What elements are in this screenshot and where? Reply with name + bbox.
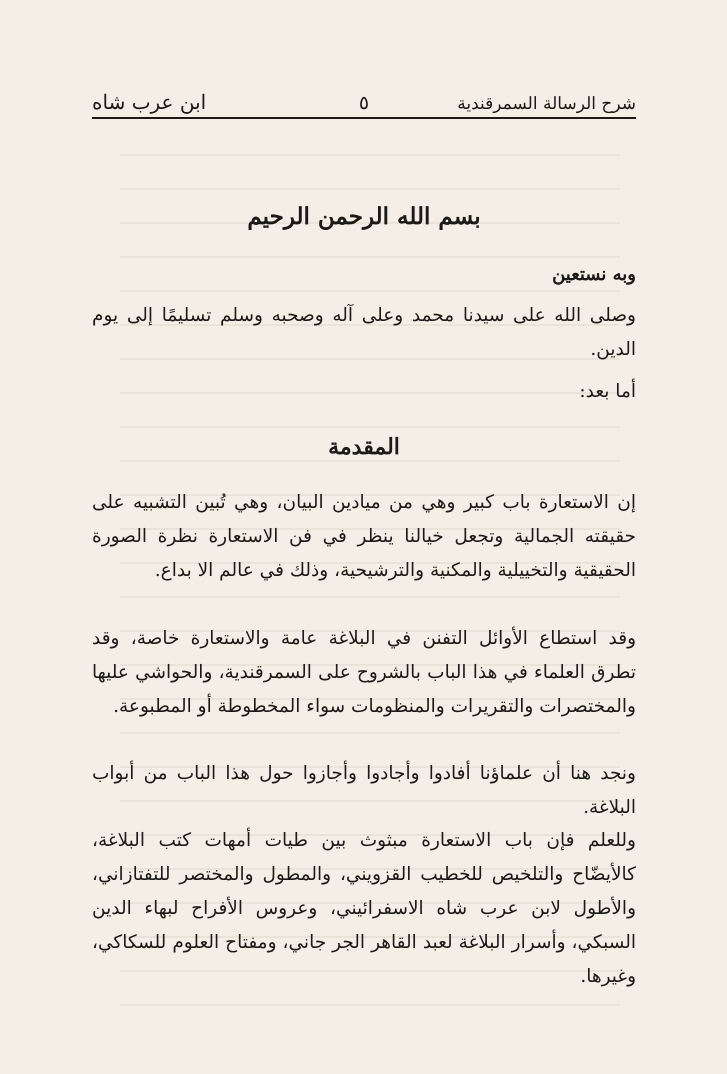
running-header — [92, 86, 636, 114]
opening-salat: وصلى الله على سيدنا محمد وعلى آله وصحبه وسلم تسليمًا إلى يوم الدين. — [92, 305, 636, 360]
header-book-title: شرح الرسالة السمرقندية — [457, 94, 636, 114]
page-number: ٥ — [358, 92, 370, 114]
header-rule — [92, 117, 636, 119]
paragraph: إن الاستعارة باب كبير وهي من ميادين البيان، وهي تُبين التشبيه على حقيقته الجمالية وتجعل خيالنا ينظر في فن الاستعارة نظرة الصورة الحقيقية والتخييلية والمكنية والترشيحية، وذلك في عالم الا بداع. — [92, 492, 636, 581]
paragraph: وقد استطاع الأوائل التفنن في البلاغة عامة والاستعارة خاصة، وقد تطرق العلماء في هذا الباب بالشروح على السمرقندية، والحواشي عليها والمختصرات والتقريرات والمنظومات سواء المخطوطة أو المطبوعة. — [92, 628, 636, 717]
paragraph: وللعلم فإن باب الاستعارة مبثوث بين طيات أمهات كتب البلاغة، كالأيضّاح والتلخيص للخطيب القزويني، والمطول والمختصر للتفتازاني، والأطول لابن عرب شاه الاسفرائيني، وعروس الأفراح لبهاء الدين السبكي، وأسرار البلاغة لعبد القاهر الجر جاني، ومفتاح العلوم للسكاكي، وغيرها. — [92, 830, 636, 987]
opening-amma-bad: أما بعد: — [579, 381, 636, 402]
paragraph: ونجد هنا أن علماؤنا أفادوا وأجادوا وأجازوا حول هذا الباب من أبواب البلاغة. — [92, 763, 636, 818]
header-author: ابن عرب شاه — [92, 90, 207, 114]
basmala: بسم الله الرحمن الرحيم — [247, 203, 481, 230]
section-heading: المقدمة — [328, 434, 400, 460]
opening-wabihi: وبه نستعين — [552, 264, 636, 285]
